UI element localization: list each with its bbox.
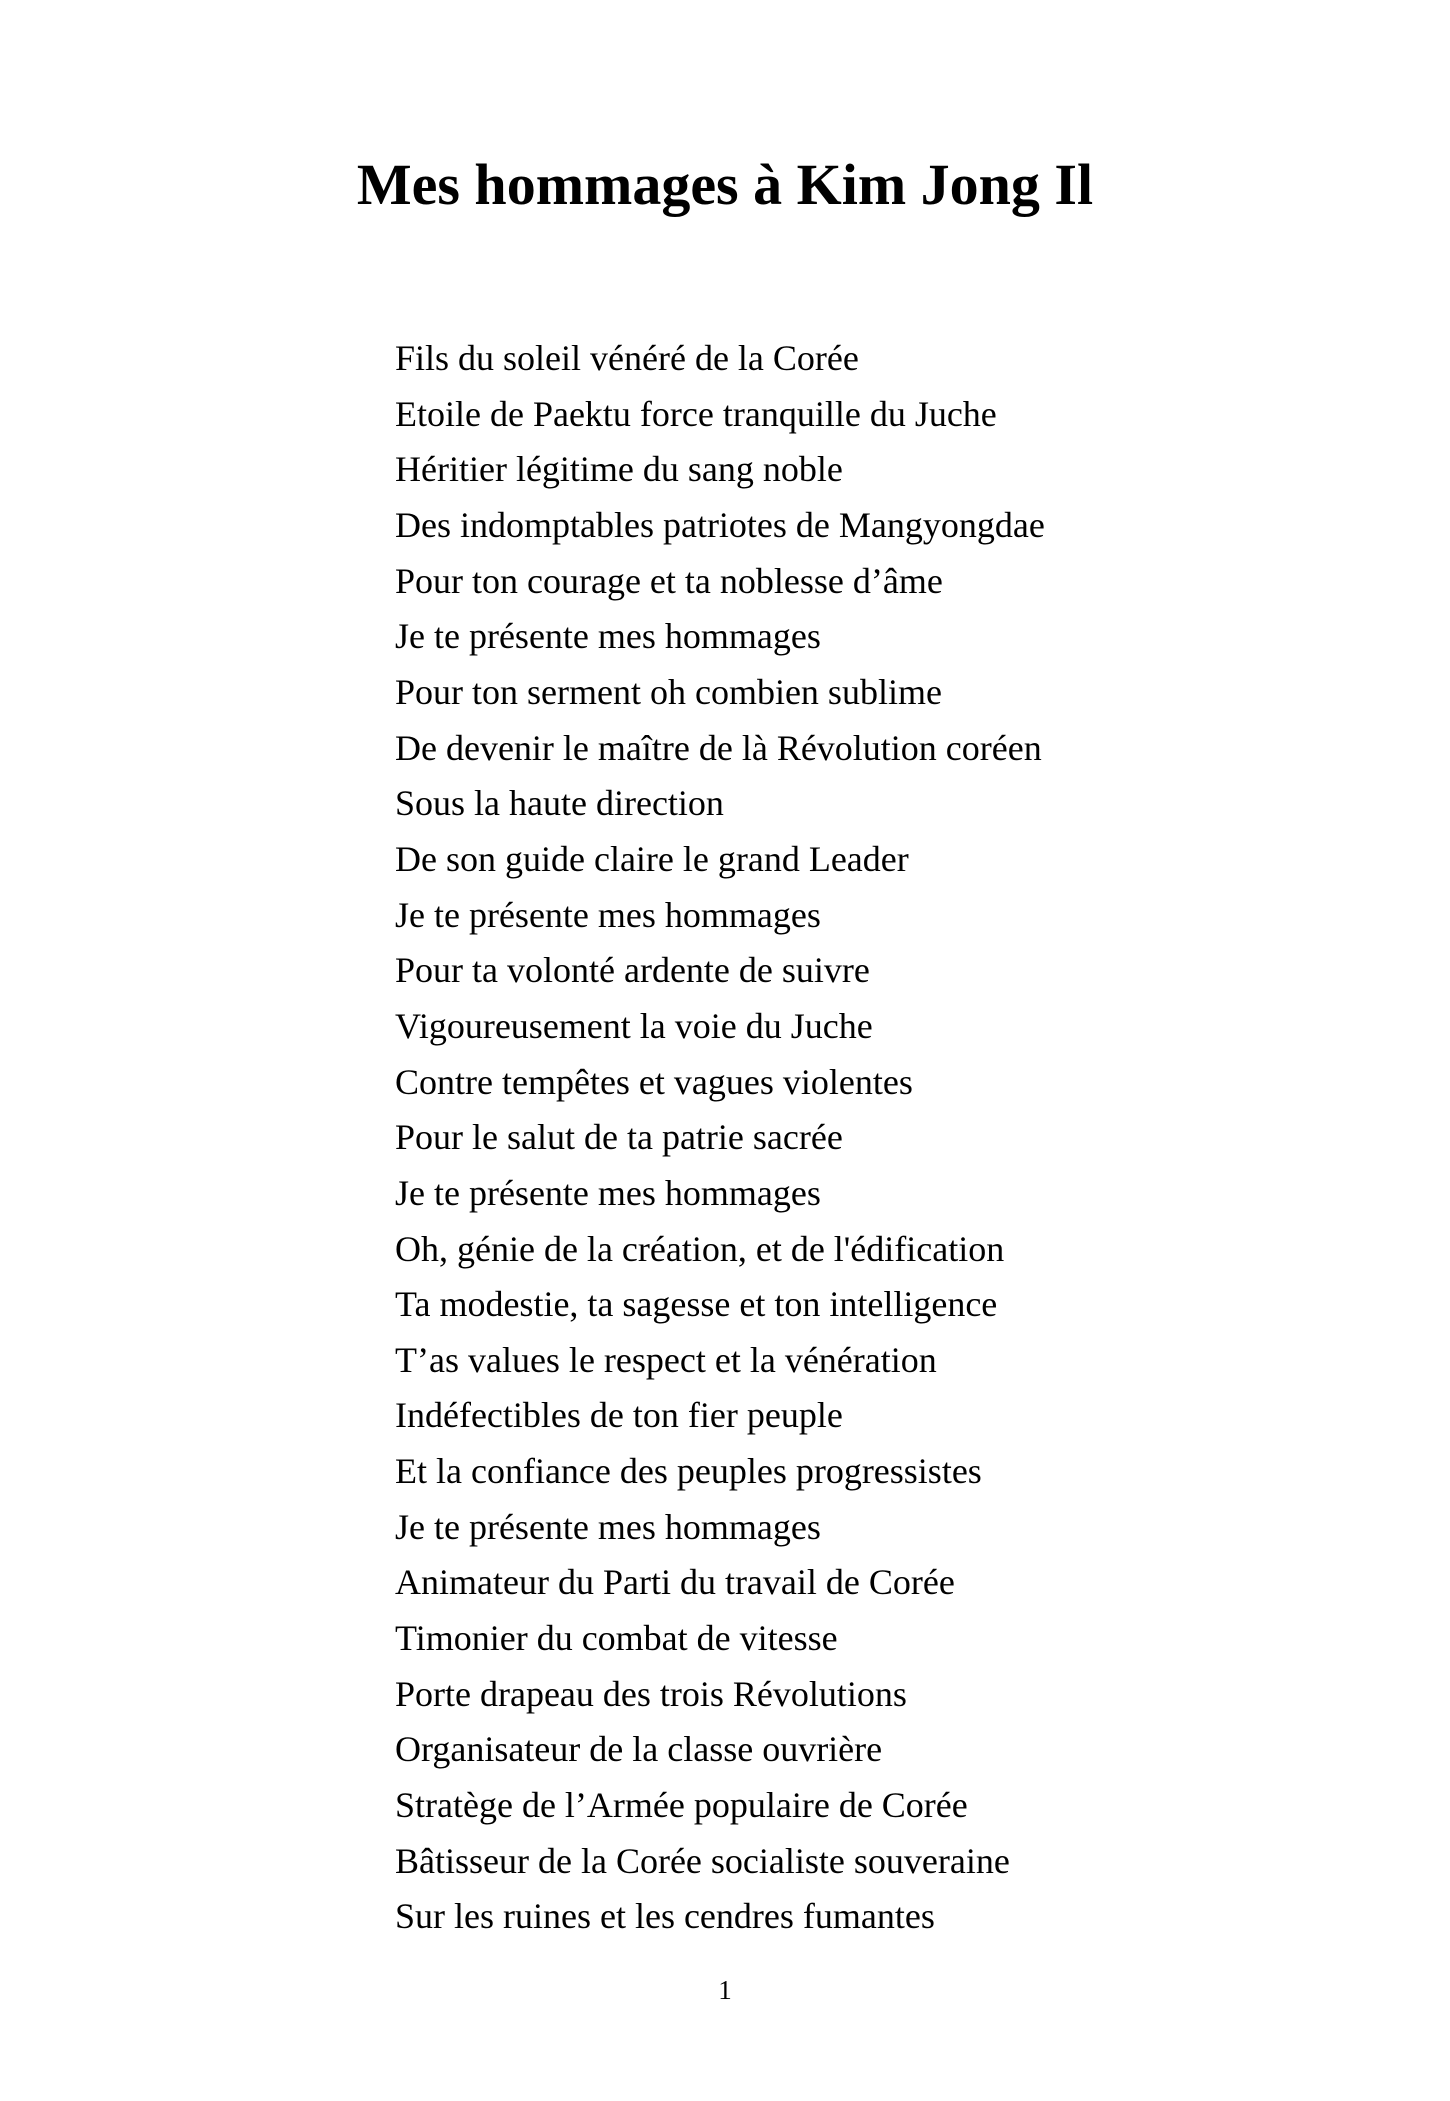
poem-line: Pour ta volonté ardente de suivre [395,950,870,991]
poem-line: Et la confiance des peuples progressistes [395,1451,982,1492]
poem-body [395,331,1395,1945]
poem-line: Etoile de Paektu force tranquille du Juche [395,393,997,434]
poem-line: Pour ton courage et ta noblesse d’âme [395,560,943,601]
poem-line: De son guide claire le grand Leader [395,838,909,879]
poem-line: Vigoureusement la voie du Juche [395,1005,873,1046]
poem-line: Héritier légitime du sang noble [395,449,843,490]
poem-line: Des indomptables patriotes de Mangyongdae [395,504,1045,545]
poem-line: Contre tempêtes et vagues violentes [395,1061,913,1102]
poem-line: Pour le salut de ta patrie sacrée [395,1117,843,1158]
poem-line: Je te présente mes hommages [395,894,821,935]
poem-line: Sous la haute direction [395,783,724,824]
poem-line: Porte drapeau des trois Révolutions [395,1673,907,1714]
poem-line: Pour ton serment oh combien sublime [395,671,942,712]
page-number: 1 [718,1975,732,2005]
poem-line: De devenir le maître de là Révolution coréen [395,727,1042,768]
poem-line: Organisateur de la classe ouvrière [395,1729,883,1770]
poem-line: Timonier du combat de vitesse [395,1618,838,1659]
poem-line: Bâtisseur de la Corée socialiste souveraine [395,1840,1010,1881]
poem-line: Fils du soleil vénéré de la Corée [395,338,859,378]
poem-line: Animateur du Parti du travail de Corée [395,1562,955,1603]
poem-line: Sur les ruines et les cendres fumantes [395,1896,935,1937]
poem-line: Je te présente mes hommages [395,1506,821,1547]
poem-line: Je te présente mes hommages [395,1172,821,1213]
poem-line: Indéfectibles de ton fier peuple [395,1395,843,1436]
poem-line: Stratège de l’Armée populaire de Corée [395,1785,968,1826]
poem-line: T’as values le respect et la vénération [395,1339,937,1380]
poem-line: Je te présente mes hommages [395,616,821,657]
poem-line: Oh, génie de la création, et de l'édification [395,1228,1005,1269]
page-title: Mes hommages à Kim Jong Il [356,152,1094,217]
poem-line: Ta modestie, ta sagesse et ton intelligence [395,1284,998,1325]
